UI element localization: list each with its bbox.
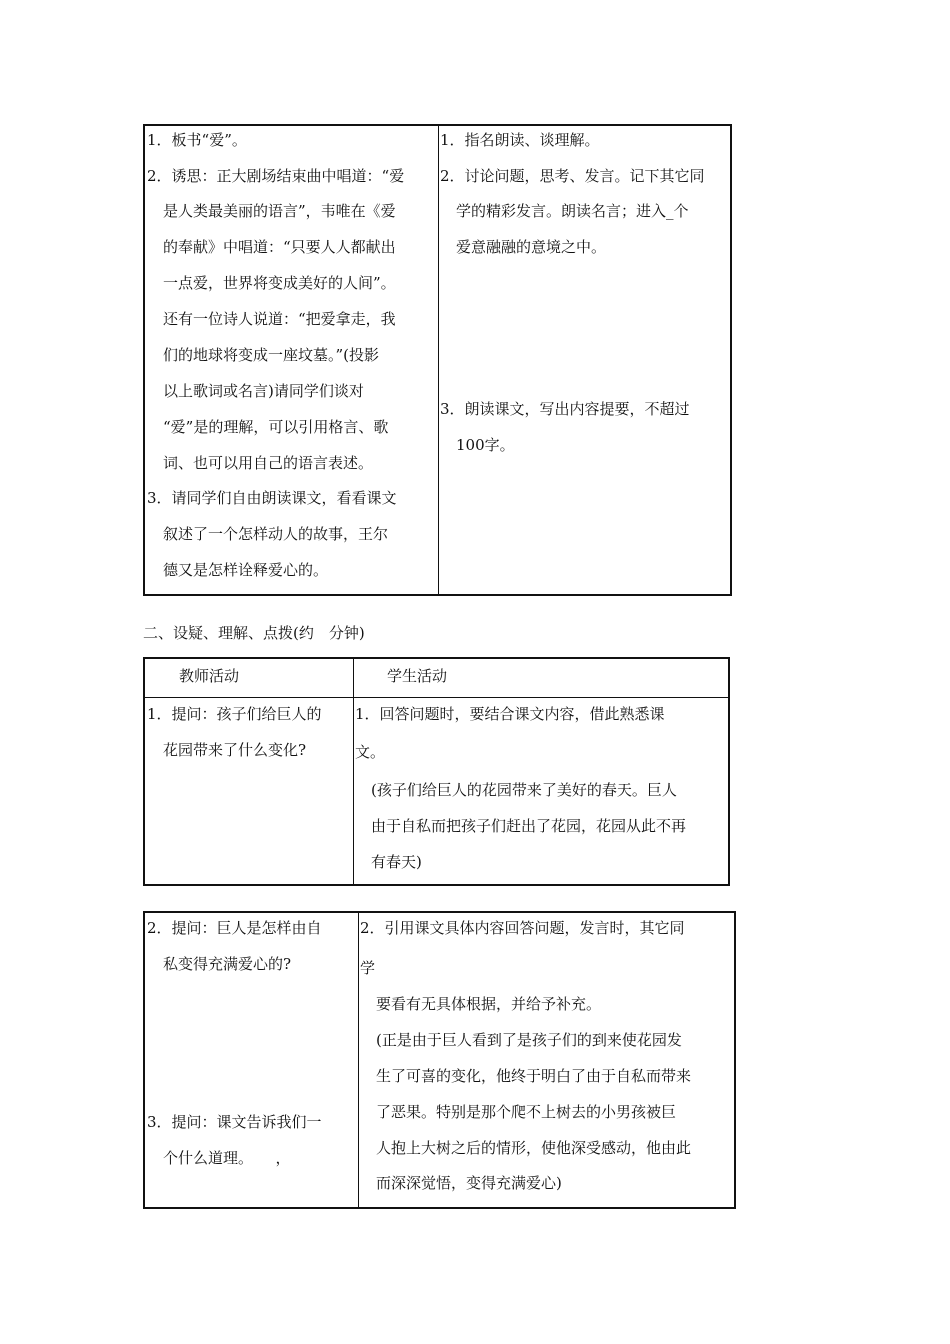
student-activity-cell xyxy=(355,699,730,884)
section-heading: 二、设疑、理解、点拨(约 分钟) xyxy=(143,624,365,642)
text-line: 1．回答问题时，要结合课文内容，借此熟悉课 xyxy=(355,705,665,723)
student-activity-cell xyxy=(440,126,732,594)
text-line: 一点爱，世界将变成美好的人间”。 xyxy=(163,274,396,292)
text-line: 1．板书“爱”。 xyxy=(147,131,247,149)
text-line: 生了可喜的变化，他终于明白了由于自私而带来 xyxy=(376,1067,692,1085)
header-teacher-activity: 教师活动 xyxy=(179,667,240,685)
text-line: 们的地球将变成一座坟墓。”(投影 xyxy=(163,346,380,364)
text-line: 人抱上大树之后的情形，使他深受感动，他由此 xyxy=(376,1139,692,1157)
text-line: 德又是怎样诠释爱心的。 xyxy=(163,561,329,579)
text-line: 私变得充满爱心的? xyxy=(163,955,292,973)
text-line: 3．提问：课文告诉我们一 xyxy=(147,1113,322,1131)
text-line: 是人类最美丽的语言”，韦唯在《爱 xyxy=(163,202,396,220)
text-line: 爱意融融的意境之中。 xyxy=(456,238,607,256)
lesson-table-3 xyxy=(143,911,736,1209)
text-line: “爱”是的理解，可以引用格言、歌 xyxy=(163,418,389,436)
text-line: 学的精彩发言。朗读名言；进入_个 xyxy=(456,202,689,220)
text-line: (孩子们给巨人的花园带来了美好的春天。巨人 xyxy=(371,781,677,799)
text-line: 要看有无具体根据，并给予补充。 xyxy=(376,995,602,1013)
text-line: 词、也可以用自己的语言表述。 xyxy=(163,454,374,472)
text-line: 的奉献》中唱道：“只要人人都献出 xyxy=(163,238,396,256)
text-line: 3．请同学们自由朗读课文，看看课文 xyxy=(147,489,397,507)
text-line: 还有一位诗人说道：“把爱拿走，我 xyxy=(163,310,396,328)
text-line: 有春天) xyxy=(371,853,422,871)
text-line: 2．诱思：正大剧场结束曲中唱道：“爱 xyxy=(147,167,405,185)
text-line: 文。 xyxy=(355,743,386,761)
text-line: (正是由于巨人看到了是孩子们的到来使花园发 xyxy=(376,1031,682,1049)
text-line: 3．朗读课文，写出内容提要，不超过 xyxy=(440,400,690,418)
text-line: 了恶果。特别是那个爬不上树去的小男孩被巨 xyxy=(376,1103,677,1121)
text-line: 2．引用课文具体内容回答问题，发言时，其它同 xyxy=(360,919,685,937)
text-line: 100字。 xyxy=(456,436,515,454)
text-line: 个什么道理。 ， xyxy=(163,1149,291,1167)
text-line: 2．提问：巨人是怎样由自 xyxy=(147,919,322,937)
header-student-activity: 学生活动 xyxy=(387,667,448,685)
lesson-table-1 xyxy=(143,124,732,596)
student-activity-cell xyxy=(360,913,736,1207)
teacher-activity-cell xyxy=(145,126,439,594)
text-line: 2．讨论问题，思考、发言。记下其它同 xyxy=(440,167,705,185)
table-2-divider xyxy=(353,659,354,884)
text-line: 而深深觉悟，变得充满爱心) xyxy=(376,1174,562,1192)
table-2-header-divider xyxy=(145,697,728,698)
text-line: 由于自私而把孩子们赶出了花园，花园从此不再 xyxy=(371,817,687,835)
teacher-activity-cell xyxy=(145,699,353,884)
text-line: 1．提问：孩子们给巨人的 xyxy=(147,705,322,723)
table-3-divider xyxy=(358,913,359,1207)
text-line: 花园带来了什么变化? xyxy=(163,741,307,759)
text-line: 叙述了一个怎样动人的故事，王尔 xyxy=(163,525,389,543)
teacher-activity-cell xyxy=(145,913,358,1207)
text-line: 1．指名朗读、谈理解。 xyxy=(440,131,600,149)
lesson-table-2 xyxy=(143,657,730,886)
text-line: 学 xyxy=(360,959,376,977)
text-line: 以上歌词或名言)请同学们谈对 xyxy=(163,382,364,400)
